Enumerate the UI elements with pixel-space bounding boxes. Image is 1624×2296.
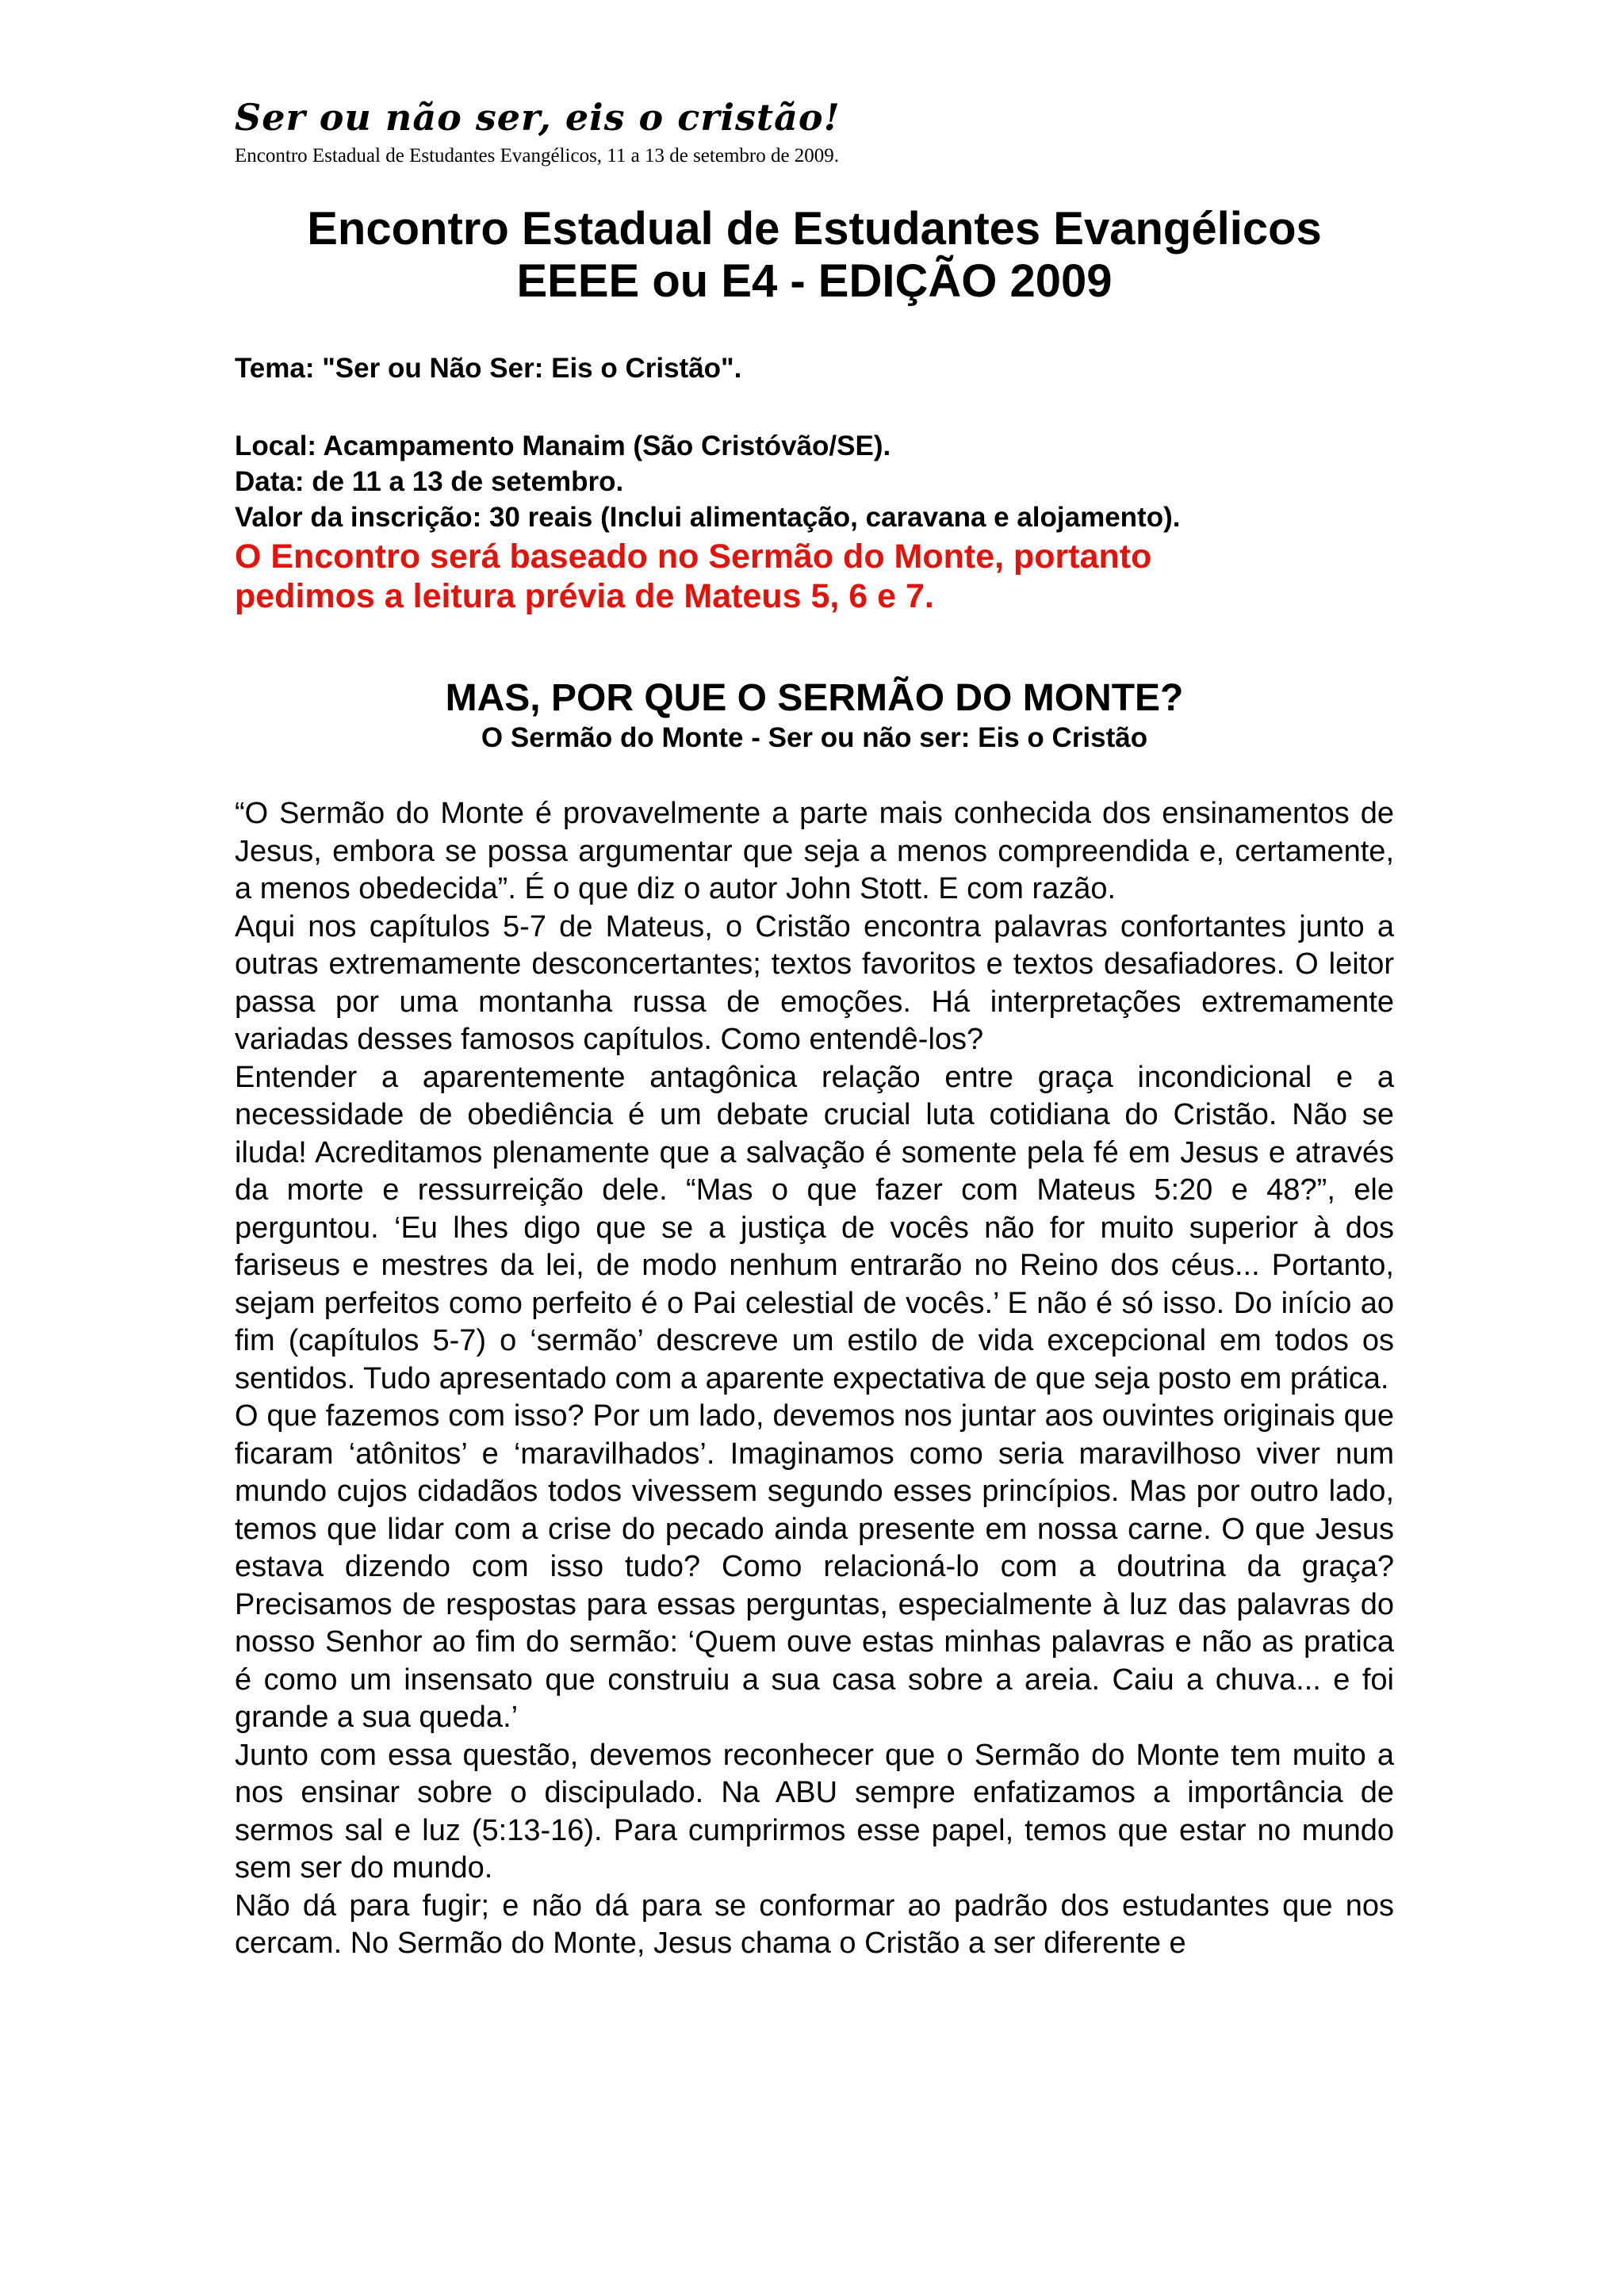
main-title-line2: EEEE ou E4 - EDIÇÃO 2009: [516, 255, 1113, 307]
highlight-line2: pedimos a leitura prévia de Mateus 5, 6 e 7.: [235, 577, 934, 615]
main-title: [235, 203, 1394, 308]
paragraph: Junto com essa questão, devemos reconhecer que o Sermão do Monte tem muito a nos ensinar sobre o discipulado. Na ABU sempre enfatizamos a importância de sermos sal e luz (5:13-16). Para cumprirmos esse papel, temos que estar no mundo sem ser do mundo.: [235, 1738, 1394, 1885]
tema-line: Tema: "Ser ou Não Ser: Eis o Cristão".: [235, 353, 742, 384]
data-line: Data: de 11 a 13 de setembro.: [235, 466, 624, 497]
body-text: [235, 795, 1394, 1963]
paragraph: “O Sermão do Monte é provavelmente a parte mais conhecida dos ensinamentos de Jesus, embora se possa argumentar que seja a menos compreendida e, certamente, a menos obedecida”. É o que diz o autor John Stott. E com razão.: [235, 797, 1394, 905]
highlight-line1: O Encontro será baseado no Sermão do Monte, portanto: [235, 538, 1152, 576]
main-title-line1: Encontro Estadual de Estudantes Evangélicos: [307, 203, 1322, 254]
section-subtitle: O Sermão do Monte - Ser ou não ser: Eis o Cristão: [481, 722, 1148, 753]
document-page: [235, 94, 1394, 1963]
local-line: Local: Acampamento Manaim (São Cristóvão/SE).: [235, 430, 891, 461]
header-script-title: Ser ou não ser, eis o cristão!: [235, 96, 841, 139]
event-info: [235, 428, 1394, 616]
valor-line: Valor da inscrição: 30 reais (Inclui alimentação, caravana e alojamento).: [235, 502, 1181, 533]
section-title: MAS, POR QUE O SERMÃO DO MONTE?: [445, 677, 1184, 719]
paragraph: Entender a aparentemente antagônica relação entre graça incondicional e a necessidade de obediência é um debate crucial luta cotidiana do Cristão. Não se iluda! Acreditamos plenamente que a salvação é somente pela fé em Jesus e através da morte e ressurreição dele. “Mas o que fazer com Mateus 5:20 e 48?”, ele perguntou. ‘Eu lhes digo que se a justiça de vocês não for muito superior à dos fariseus e mestres da lei, de modo nenhum entrarão no Reino dos céus... Portanto, sejam perfeitos como perfeito é o Pai celestial de vocês.’ E não é só isso. Do início ao fim (capítulos 5-7) o ‘sermão’ descreve um estilo de vida excepcional em todos os sentidos. Tudo apresentado com a aparente expectativa de que seja posto em prática.: [235, 1060, 1394, 1395]
header-subtitle: Encontro Estadual de Estudantes Evangélicos, 11 a 13 de setembro de 2009.: [235, 145, 840, 166]
paragraph: Aqui nos capítulos 5-7 de Mateus, o Cristão encontra palavras confortantes junto a outras extremamente desconcertantes; textos favoritos e textos desafiadores. O leitor passa por uma montanha russa de emoções. Há interpretações extremamente variadas desses famosos capítulos. Como entendê-los?: [235, 909, 1394, 1056]
paragraph: Não dá para fugir; e não dá para se conformar ao padrão dos estudantes que nos cercam. No Sermão do Monte, Jesus chama o Cristão a ser diferente e: [235, 1888, 1394, 1960]
highlight-notice: [235, 537, 1394, 616]
paragraph: O que fazemos com isso? Por um lado, devemos nos juntar aos ouvintes originais que ficaram ‘atônitos’ e ‘maravilhados’. Imaginamos como seria maravilhoso viver num mundo cujos cidadãos todos vivessem segundo esses princípios. Mas por outro lado, temos que lidar com a crise do pecado ainda presente em nossa carne. O que Jesus estava dizendo com isso tudo? Como relacioná-lo com a doutrina da graça? Precisamos de respostas para essas perguntas, especialmente à luz das palavras do nosso Senhor ao fim do sermão: ‘Quem ouve estas minhas palavras e não as pratica é como um insensato que construiu a sua casa sobre a areia. Caiu a chuva... e foi grande a sua queda.’: [235, 1399, 1394, 1734]
